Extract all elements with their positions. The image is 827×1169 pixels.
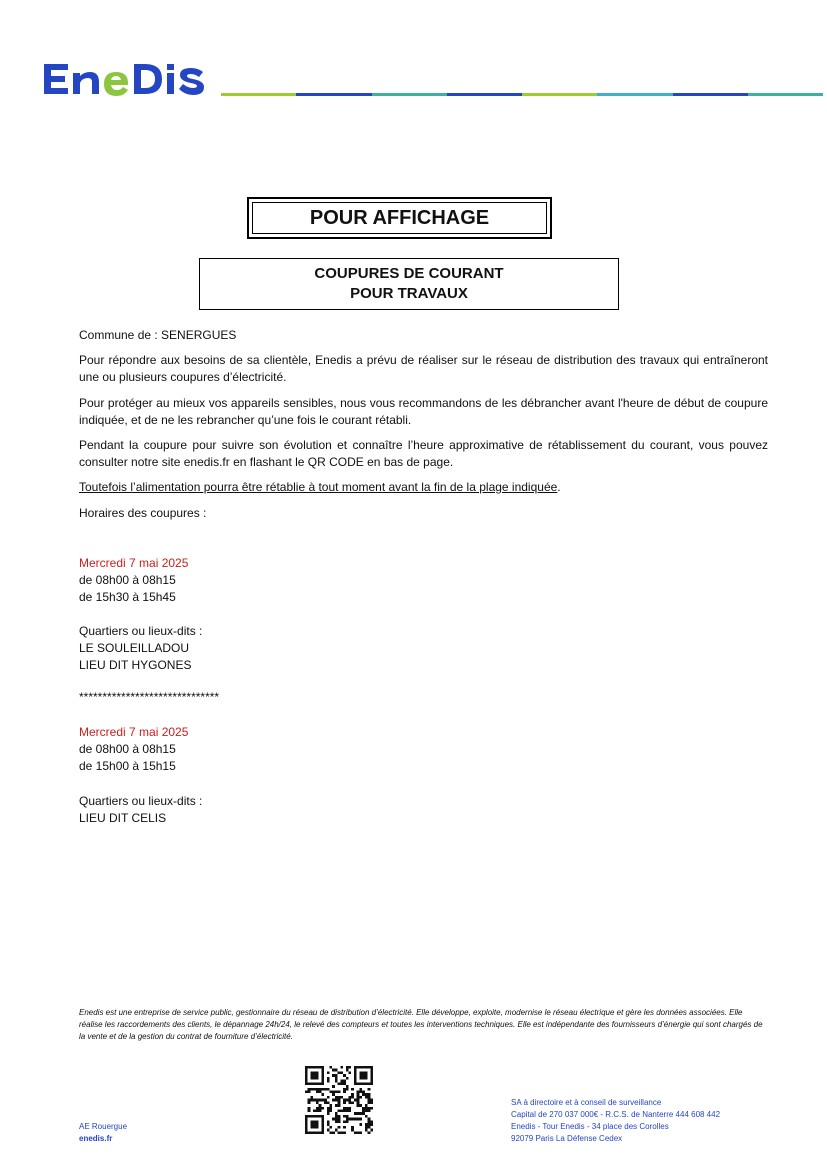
stripe-segment (296, 93, 371, 96)
stripe-segment (372, 93, 447, 96)
paragraph-3: Pendant la coupure pour suivre son évolution et connaître l’heure approximative de rétablissement du courant, vous pouvez consulter notre site enedis.fr en flashant le QR CODE en bas de page. (79, 438, 768, 469)
schedule-2-date: Mercredi 7 mai 2025 (79, 725, 189, 739)
paragraph-4-underlined: Toutefois l’alimentation pourra être rétablie à tout moment avant la fin de la plage indiquée (79, 480, 558, 494)
enedis-logo-icon (40, 58, 216, 100)
stripe-segment (447, 93, 522, 96)
paragraph-2: Pour protéger au mieux vos appareils sensibles, nous vous recommandons de les débrancher avant l'heure de début de coupure indiquée, et de ne les rebrancher qu’une fois le courant rétabli. (79, 396, 768, 427)
schedule-2-place-1: LIEU DIT CELIS (79, 811, 167, 825)
coupures-title-box (199, 258, 619, 310)
stripe-segment (597, 93, 672, 96)
coupures-title-line1: COUPURES DE COURANT (314, 265, 504, 282)
footer-left (79, 1121, 127, 1145)
schedule-1-date: Mercredi 7 mai 2025 (79, 556, 189, 570)
enedis-logo (40, 58, 216, 100)
footer-legal (511, 1097, 720, 1145)
footer-disclaimer: Enedis est une entreprise de service public, gestionnaire du réseau de distribution d’électricité. Elle développe, exploite, modernise le réseau électrique et gère les données associées. Elle réalise les raccordements des clients, le dépannage 24h/24, le relevé des compteurs et toutes les interventions techniques. Elle est indépendante des fournisseurs d’énergie qui sont chargés de la vente et de la gestion du contrat de fourniture d’électricité. (79, 1008, 763, 1041)
footer-agency: AE Rouergue (79, 1122, 128, 1131)
footer-website-link[interactable]: enedis.fr (79, 1134, 113, 1143)
footer-legal-line-1: SA à directoire et à conseil de surveillance (511, 1098, 662, 1107)
schedule-2-slot-1: de 08h00 à 08h15 (79, 742, 176, 756)
horaires-label: Horaires des coupures : (79, 506, 207, 520)
schedule-1-slot-1: de 08h00 à 08h15 (79, 573, 176, 587)
header-stripe (221, 93, 823, 97)
schedule-2-places-label: Quartiers ou lieux-dits : (79, 794, 203, 808)
stripe-segment (673, 93, 748, 96)
paragraph-1: Pour répondre aux besoins de sa clientèle, Enedis a prévu de réaliser sur le réseau de distribution des travaux qui entraîneront une ou plusieurs coupures d’électricité. (79, 353, 768, 384)
paragraph-4-end: . (557, 480, 561, 494)
commune-line: Commune de : SENERGUES (79, 328, 237, 342)
stripe-segment (221, 93, 296, 96)
pour-affichage-box (247, 197, 552, 239)
separator: ****************************** (79, 690, 220, 704)
stripe-segment (522, 93, 597, 96)
footer-legal-line-2: Capital de 270 037 000€ - R.C.S. de Nanterre 444 608 442 (511, 1110, 721, 1119)
schedule-1-place-1: LE SOULEILLADOU (79, 641, 190, 655)
paragraph-4 (79, 479, 561, 496)
schedule-1-places-label: Quartiers ou lieux-dits : (79, 624, 203, 638)
coupures-title-line2: POUR TRAVAUX (350, 285, 468, 302)
footer-legal-line-3: Enedis - Tour Enedis - 34 place des Corolles (511, 1122, 669, 1131)
footer-legal-line-4: 92079 Paris La Défense Cedex (511, 1134, 623, 1143)
schedule-1-place-2: LIEU DIT HYGONES (79, 658, 192, 672)
stripe-segment (748, 93, 823, 96)
schedule-1-slot-2: de 15h30 à 15h45 (79, 590, 176, 604)
qr-code[interactable] (305, 1066, 373, 1134)
qr-code-icon (305, 1066, 373, 1134)
pour-affichage-title: POUR AFFICHAGE (252, 202, 547, 234)
schedule-2-slot-2: de 15h00 à 15h15 (79, 759, 176, 773)
